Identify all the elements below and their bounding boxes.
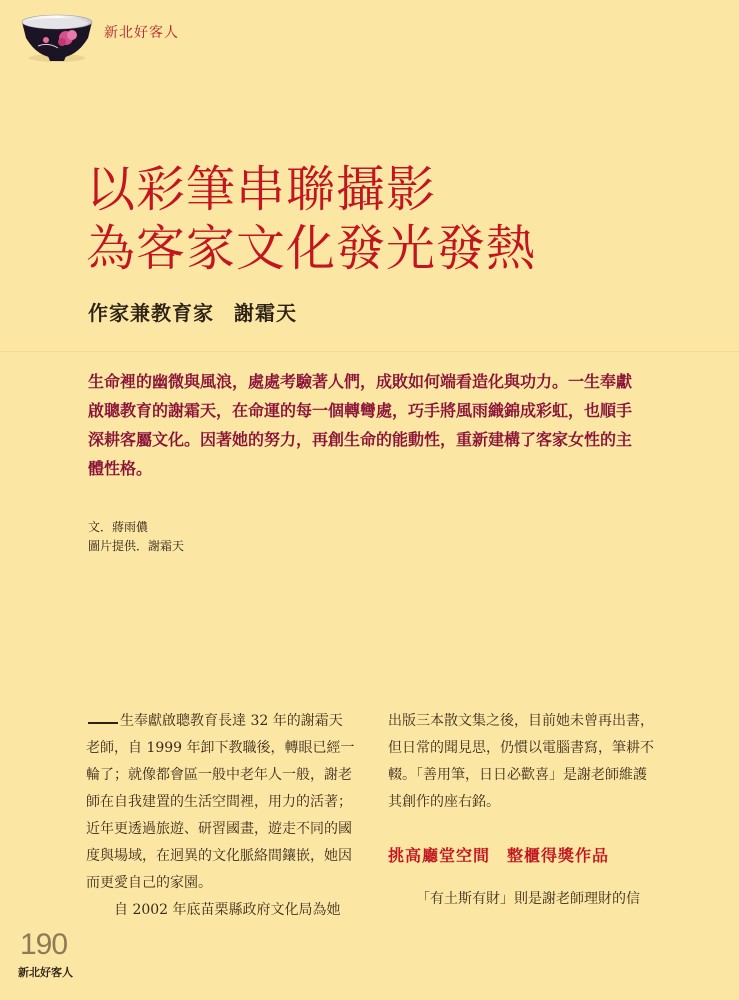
credit-writer: 文．蔣雨儂 [88,520,149,534]
subtitle-name: 謝霜天 [234,301,297,325]
body-column-right [388,708,658,816]
lead-paragraph: 生命裡的幽微與風浪，處處考驗著人們，成敗如何端看造化與功力。一生奉獻啟聰教育的謝霜天，在命運的每一個轉彎處，巧手將風雨織錦成彩虹，也順手深耕客屬文化。因著她的努力，再創生命的能動性，重新建構了客家女性的主體性格。 [88,372,633,478]
body-paragraph: 生奉獻啟聰教育長達 32 年的謝霜天老師，自 1999 年卸下教職後，轉眼已經一輪了；就像都會區一般中老年人一般，謝老師在自我建置的生活空間裡，用力的活著；近年更透過旅遊、研習國畫，遊走不同的國度與場域，在迥異的文化脈絡間鑲嵌，她因而更愛自己的家園。 [86,713,355,891]
title-line-2: 為客家文化發光發熱 [86,220,537,277]
article-title [86,160,706,278]
title-line-1: 以彩筆串聯攝影 [86,161,437,218]
footer-label: 新北好客人 [18,967,73,979]
page-number: 190 [20,928,68,961]
subtitle-role: 作家兼教育家 [88,301,214,325]
credits [88,518,184,556]
section-heading: 挑高廳堂空間 整櫃得獎作品 [388,846,610,865]
divider [0,351,739,352]
section-label: 新北好客人 [104,25,179,41]
body-paragraph: 出版三本散文集之後，目前她未曾再出書，但日常的聞見思，仍慣以電腦書寫，筆耕不輟。「善用筆，日日必歡喜」是謝老師維護其創作的座右銘。 [388,713,654,810]
bowl-icon [18,8,96,70]
article-subtitle [88,297,297,326]
body-paragraph: 「有土斯有財」則是謝老師理財的信 [416,891,640,907]
body-column-left [86,708,356,924]
body-paragraph: 自 2002 年底苗栗縣政府文化局為她 [114,902,341,918]
credit-photo: 圖片提供．謝霜天 [88,539,185,553]
